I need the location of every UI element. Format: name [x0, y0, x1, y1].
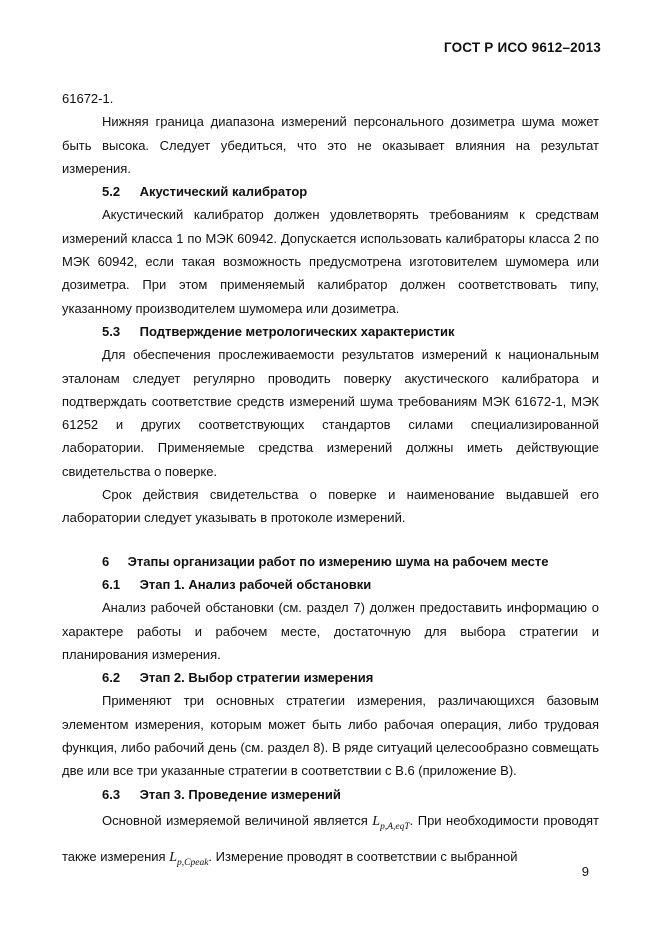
standard-header: ГОСТ Р ИСО 9612–2013 — [443, 40, 601, 55]
section-number: 5.3 — [102, 323, 121, 339]
section-number: 6.3 — [102, 786, 121, 802]
section-heading-6-1 — [62, 573, 599, 596]
page-number: 9 — [581, 864, 589, 879]
formula-lpaeqt — [372, 813, 410, 832]
section-heading-6 — [62, 550, 599, 573]
formula-subscript: p,A,eqT — [380, 821, 410, 832]
text-fragment: . При необходимости проводят также измерения — [62, 812, 599, 864]
section-title: Этап 3. Проведение измерений — [139, 786, 341, 802]
paragraph-calibrator: Акустический калибратор должен удовлетворять требованиям к средствам измерений класса 1 по МЭК 60942. Допускается использовать калибраторы класса 2 по МЭК 60942, если такая возможность предусмотрена изготовителем шумомера или дозиметра. При этом применяемый калибратор должен соответствовать типу, указанному производителем шумомера или дозиметра. — [62, 207, 599, 316]
formula-base: L — [372, 813, 381, 829]
paragraph-continuation: 61672-1. — [62, 91, 114, 106]
page-body — [62, 87, 599, 878]
section-title: Этап 1. Анализ рабочей обстановки — [139, 576, 372, 592]
section-title: Подтверждение метрологических характеристик — [139, 323, 455, 339]
formula-base: L — [169, 849, 178, 865]
section-heading-6-3 — [62, 783, 599, 806]
section-number: 6 — [102, 553, 110, 569]
formula-lpcpeak — [169, 849, 209, 868]
section-number: 6.2 — [102, 670, 121, 686]
section-title: Акустический калибратор — [139, 184, 308, 200]
paragraph-main-quantity — [62, 806, 599, 878]
section-title: Этап 2. Выбор стратегии измерения — [139, 670, 374, 686]
paragraph-analysis: Анализ рабочей обстановки (см. раздел 7) должен предоставить информацию о характере работы и рабочем месте, достаточную для выбора стратегии и планирования измерения. — [62, 600, 599, 662]
paragraph-validity: Срок действия свидетельства о поверке и наименование выдавшей его лаборатории следует указывать в протоколе измерений. — [62, 487, 599, 526]
section-number: 6.1 — [102, 576, 121, 592]
text-fragment: Основной измеряемой величиной является — [102, 812, 368, 828]
section-number: 5.2 — [102, 184, 121, 200]
section-title: Этапы организации работ по измерению шума на рабочем месте — [127, 553, 549, 569]
section-heading-5-3 — [62, 320, 599, 343]
paragraph-lower-limit: Нижняя граница диапазона измерений персонального дозиметра шума может быть высока. Следует убедиться, что это не оказывает влияния на результат измерения. — [62, 114, 599, 176]
section-heading-6-2 — [62, 666, 599, 689]
formula-subscript: p,Cpeak — [177, 857, 209, 868]
paragraph-strategies: Применяют три основных стратегии измерения, различающихся базовым элементом измерения, которым может быть либо рабочая операция, либо трудовая функция, либо рабочий день (см. раздел 8). В ряде ситуаций целесообразно совмещать две или все три указанные стратегии в соответствии с В.6 (приложение В). — [62, 693, 599, 779]
section-gap — [62, 530, 599, 550]
text-fragment: . Измерение проводят в соответствии с выбранной — [208, 848, 518, 864]
section-heading-5-2 — [62, 180, 599, 203]
paragraph-traceability: Для обеспечения прослеживаемости результатов измерений к национальным эталонам следует регулярно проводить поверку акустического калибратора и подтверждать соответствие средств измерений шума требованиям МЭК 61672-1, МЭК 61252 и других соответствующих стандартов силами специализированной лаборатории. Применяемые средства измерений должны иметь действующие свидетельства о поверке. — [62, 347, 599, 479]
